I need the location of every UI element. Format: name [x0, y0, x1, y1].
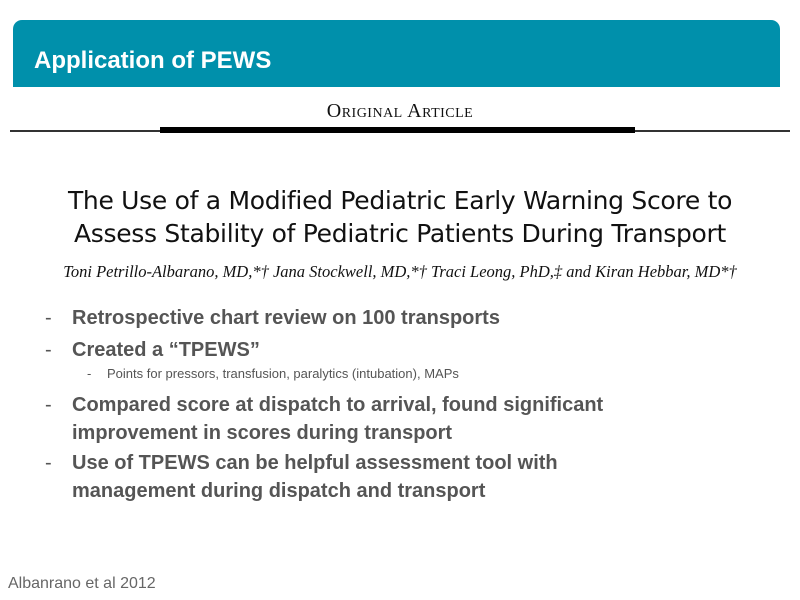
bullet-marker: - — [45, 307, 52, 329]
article-label: Original Article — [326, 100, 474, 122]
bullet-marker: - — [45, 339, 52, 361]
bullet-marker: - — [45, 394, 52, 416]
bullet-text: Retrospective chart review on 100 transports — [72, 307, 500, 329]
article-title-line1: The Use of a Modified Pediatric Early Warning Score to — [67, 186, 733, 215]
bullet-text-line1: Use of TPEWS can be helpful assessment tool with — [72, 452, 558, 474]
divider-thick — [160, 127, 635, 133]
article-authors: Toni Petrillo-Albarano, MD,*† Jana Stockwell, MD,*† Traci Leong, PhD,‡ and Kiran Hebbar, MD*† — [63, 262, 737, 281]
bullet-item — [45, 304, 500, 332]
bullet-text-line2: management during dispatch and transport — [72, 480, 486, 502]
bullet-item — [45, 336, 260, 364]
bullet-marker: - — [45, 452, 52, 474]
slide-title: Application of PEWS — [34, 47, 272, 74]
bullet-text-line1: Compared score at dispatch to arrival, found significant — [72, 394, 604, 416]
slide-header — [13, 20, 780, 87]
sub-bullet-marker: - — [87, 366, 92, 381]
bullet-item — [45, 449, 558, 505]
citation-footer: Albanrano et al 2012 — [8, 575, 156, 592]
sub-bullet-item — [87, 366, 459, 381]
bullet-item — [45, 391, 604, 447]
article-title — [0, 184, 800, 250]
sub-bullet-text: Points for pressors, transfusion, paralytics (intubation), MAPs — [107, 366, 459, 381]
bullet-text: Created a “TPEWS” — [72, 339, 260, 361]
bullet-text-line2: improvement in scores during transport — [72, 422, 453, 444]
article-title-line2: Assess Stability of Pediatric Patients During Transport — [73, 219, 727, 248]
